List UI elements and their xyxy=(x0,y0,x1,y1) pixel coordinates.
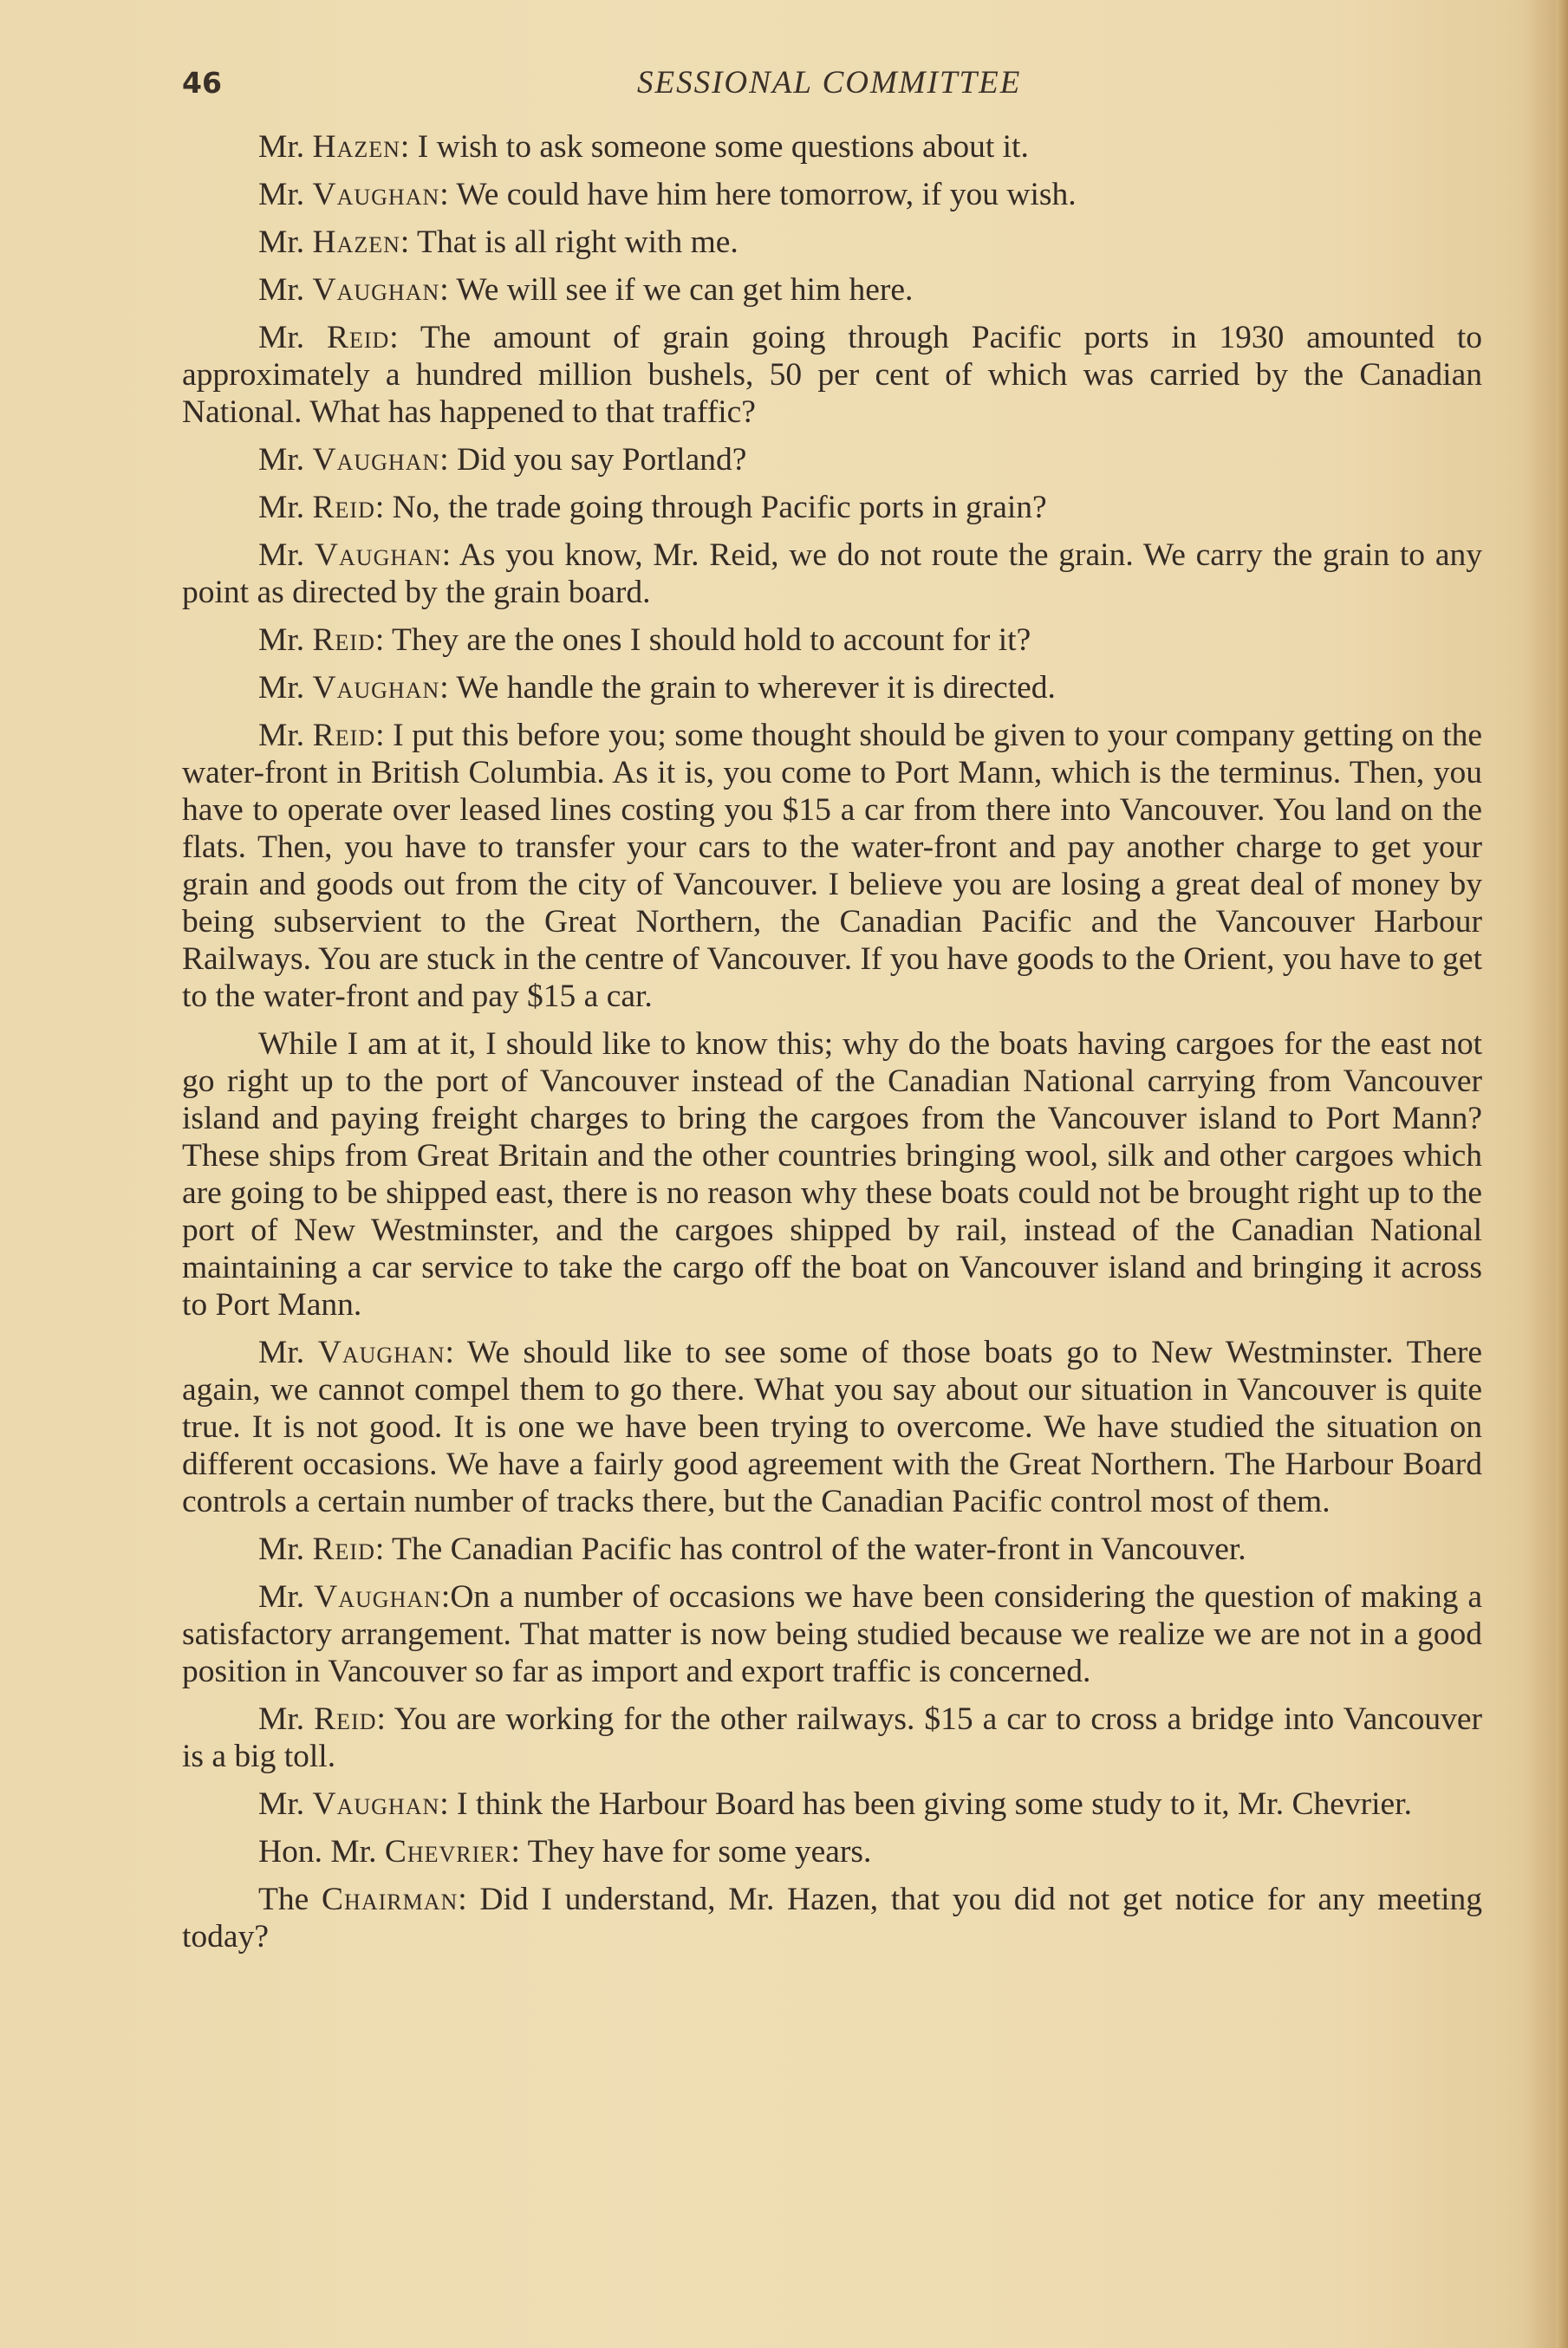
speaker-title: Mr. xyxy=(258,718,305,753)
transcript-paragraph xyxy=(182,1833,1482,1870)
transcript-paragraph xyxy=(182,1785,1482,1823)
speech-text: While I am at it, I should like to know this; why do the boats having cargoes for the east not go right up to the port of Vancouver instead of the Canadian National carrying from Vancouver island and paying freight charges to bring the cargoes from the Vancouver island to Port Mann? These ships from Great Britain and the other countries bringing wool, silk and other cargoes which are going to be shipped east, there is no reason why these boats could not be brought right up to the port of New Westminster, and the cargoes shipped by rail, instead of the Canadian National maintaining a car service to take the cargo off the boat on Vancouver island and bringing it across to Port Mann. xyxy=(182,1026,1482,1323)
speech-text: : No, the trade going through Pacific ports in grain? xyxy=(374,490,1047,525)
speaker-title: Mr. xyxy=(258,442,305,478)
speech-text: : As you know, Mr. Reid, we do not route the grain. We carry the grain to any point as directed by the grain board. xyxy=(182,537,1482,610)
transcript-paragraph xyxy=(182,621,1482,659)
transcript-paragraph xyxy=(182,489,1482,526)
speaker-name: Reid xyxy=(314,1701,377,1737)
speaker-name: Vaughan xyxy=(317,1335,446,1370)
speaker-name: Hazen xyxy=(312,129,400,165)
transcript-paragraph xyxy=(182,176,1482,213)
speech-text: : I put this before you; some thought should be given to your company getting on the water-front in British Columbia. As it is, you come to Port Mann, which is the terminus. Then, you have to operate over leased lines costing you $15 a car from there into Vancouver. You land on the flats. Then, you have to transfer your cars to the water-front and pay another charge to get your grain and goods out from the city of Vancouver. I believe you are losing a great deal of money by being subservient to the Great Northern, the Canadian Pacific and the Vancouver Harbour Railways. You are stuck in the centre of Vancouver. If you have goods to the Orient, you have to get to the water-front and pay $15 a car. xyxy=(182,718,1483,1014)
speech-text: : That is all right with me. xyxy=(400,224,738,260)
speaker-title: Mr. xyxy=(258,537,305,573)
speaker-title: Mr. xyxy=(258,1786,305,1822)
speech-text: : We should like to see some of those boats go to New Westminster. There again, we cannot compel them to go there. What you say about our situation in Vancouver is quite true. It is not good. It is one we have been trying to overcome. We have studied the situation on different occasions. We have a fairly good agreement with the Great Northern. The Harbour Board controls a certain number of tracks there, but the Canadian Pacific control most of them. xyxy=(182,1335,1483,1519)
speaker-name: Chairman xyxy=(322,1882,459,1917)
transcript-paragraph xyxy=(182,1531,1482,1568)
speaker-title: Mr. xyxy=(258,177,305,212)
transcript-paragraph xyxy=(182,1701,1482,1775)
speech-text: : We could have him here tomorrow, if you wish. xyxy=(439,177,1077,212)
speech-text: : Did I understand, Mr. Hazen, that you did not get notice for any meeting today? xyxy=(182,1882,1482,1954)
speaker-title: Mr. xyxy=(258,129,305,165)
speaker-name: Vaughan xyxy=(312,670,440,706)
transcript-paragraph xyxy=(182,669,1482,706)
transcript-body xyxy=(182,128,1482,1966)
transcript-paragraph xyxy=(182,1334,1482,1520)
speaker-name: Vaughan xyxy=(312,442,440,478)
speech-text: : I wish to ask someone some questions about it. xyxy=(400,129,1029,165)
speaker-title: Mr. xyxy=(258,622,305,658)
speaker-name: Reid xyxy=(326,320,390,355)
transcript-paragraph xyxy=(182,224,1482,261)
speaker-name: Vaughan xyxy=(312,272,440,308)
transcript-paragraph xyxy=(182,537,1482,611)
speaker-title: Mr. xyxy=(258,670,305,706)
speaker-name: Vaughan xyxy=(312,1786,440,1822)
transcript-paragraph xyxy=(182,1881,1482,1955)
transcript-paragraph xyxy=(182,441,1482,478)
speaker-name: Reid xyxy=(312,718,376,753)
speaker-title: Mr. xyxy=(258,1335,305,1370)
speaker-title: Hon. Mr. xyxy=(258,1834,377,1870)
speaker-name: Vaughan xyxy=(314,537,442,573)
speaker-title: Mr. xyxy=(258,1532,305,1567)
speaker-title: Mr. xyxy=(258,320,305,355)
speaker-name: Vaughan xyxy=(314,1579,441,1615)
speaker-name: Reid xyxy=(312,1532,375,1567)
transcript-paragraph xyxy=(182,128,1482,166)
speaker-title: Mr. xyxy=(258,272,305,308)
transcript-paragraph xyxy=(182,271,1482,309)
speech-text: : You are working for the other railways. $15 a car to cross a bridge into Vancouver is a big toll. xyxy=(182,1701,1482,1774)
speech-text: : Did you say Portland? xyxy=(439,442,747,478)
speaker-title: Mr. xyxy=(258,1701,305,1737)
speaker-title: Mr. xyxy=(258,224,305,260)
speaker-name: Chevrier xyxy=(384,1834,511,1870)
speaker-name: Reid xyxy=(312,622,375,658)
speech-text: : They have for some years. xyxy=(511,1834,872,1870)
page-number: 46 xyxy=(182,66,222,100)
page-edge xyxy=(1556,0,1568,2348)
transcript-paragraph xyxy=(182,1578,1482,1690)
speech-text: : We handle the grain to wherever it is directed. xyxy=(439,670,1056,706)
speaker-name: Vaughan xyxy=(312,177,440,212)
speech-text: : The amount of grain going through Pacific ports in 1930 amounted to approximately a hundred million bushels, 50 per cent of which was carried by the Canadian National. What has happened to that traffic? xyxy=(182,320,1483,430)
running-title: SESSIONAL COMMITTEE xyxy=(637,65,1022,101)
transcript-paragraph xyxy=(182,717,1482,1015)
speech-text: : They are the ones I should hold to account for it? xyxy=(374,622,1031,658)
speaker-title: Mr. xyxy=(258,490,305,525)
speaker-name: Reid xyxy=(312,490,375,525)
speech-text: :On a number of occasions we have been considering the question of making a satisfactory arrangement. That matter is now being studied because we realize we are not in a good position in Vancouver so far as import and export traffic is concerned. xyxy=(182,1579,1483,1689)
speech-text: : We will see if we can get him here. xyxy=(439,272,914,308)
speech-text: : The Canadian Pacific has control of the water-front in Vancouver. xyxy=(374,1532,1246,1567)
speaker-name: Hazen xyxy=(312,224,400,260)
speaker-title: The xyxy=(258,1882,309,1917)
speech-text: : I think the Harbour Board has been giving some study to it, Mr. Chevrier. xyxy=(439,1786,1412,1822)
running-head xyxy=(182,61,1482,113)
transcript-paragraph xyxy=(182,1025,1482,1324)
transcript-paragraph xyxy=(182,319,1482,431)
speaker-title: Mr. xyxy=(258,1579,305,1615)
